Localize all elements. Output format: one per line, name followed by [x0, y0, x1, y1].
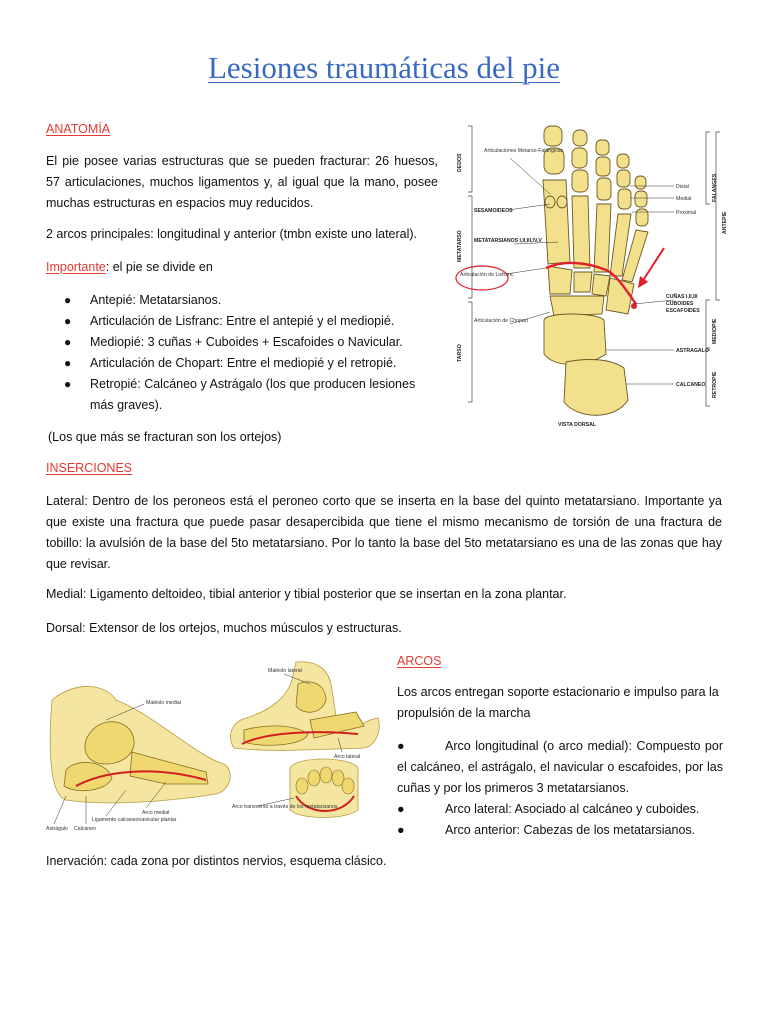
inserciones-lateral: Lateral: Dentro de los peroneos está el peroneo corto que se inserta en la base del quinto metatarsiano. Importante ya que existe una fractura que puede pasar desapercibida que tiene el mismo mecanismo de torsión de una fractura de tobillo: la avulsión de la base del 5to metatarsiano. Por lo tanto la base del 5to metatarsiano es una de las zonas que hay que revisar.	[46, 494, 722, 571]
arcos-intro: Los arcos entregan soporte estacionario e impulso para la propulsión de la marcha	[397, 685, 719, 720]
callout-escafoides: ESCAFOIDES	[666, 308, 700, 314]
callout-astragalo: ASTRAGALO	[676, 348, 709, 354]
bullet-icon: ●	[397, 739, 405, 753]
medial-foot	[50, 686, 230, 802]
label-arco-transverso: Arco transverso a través de los metatarsianos	[232, 804, 338, 810]
bullet-icon: ●	[397, 802, 405, 816]
label-mediopie: MEDIOPIE	[712, 318, 718, 344]
callout-proximal: Proximal	[676, 210, 697, 216]
list-item-text: Retropié: Calcáneo y Astrágalo (los que producen lesiones más graves).	[90, 377, 416, 412]
label-metatarso: METATARSO	[457, 230, 463, 262]
label-astragalo: Astrágalo	[46, 826, 68, 832]
lateral-foot	[230, 662, 379, 818]
list-item	[64, 353, 440, 374]
heading-anatomia: ANATOMÍA	[46, 122, 111, 136]
foot-bones	[543, 126, 648, 415]
list-item	[397, 799, 723, 820]
list-item	[64, 374, 440, 416]
anatomia-paragraph-1: El pie posee varias estructuras que se pueden fracturar: 26 huesos, 57 articulaciones, muchos ligamentos y, al igual que la mano, posee muchas estructuras en espacios muy reducidos.	[46, 154, 438, 210]
inserciones-medial: Medial: Ligamento deltoideo, tibial anterior y tibial posterior que se insertan en la zona plantar.	[46, 587, 567, 601]
label-maleolo-lateral: Maléolo lateral	[268, 668, 302, 674]
arcos-list	[397, 736, 723, 841]
bullet-icon: ●	[64, 377, 72, 391]
bullet-icon: ●	[64, 314, 72, 328]
callout-metatarsianos: METATARSIANOS I,II,III,IV,V	[474, 238, 542, 244]
anatomia-paragraph-2: 2 arcos principales: longitudinal y anterior (tmbn existe uno lateral).	[46, 227, 418, 241]
heading-inserciones: INSERCIONES	[46, 461, 133, 475]
callout-lisfranc: Articulación de Lisfranc	[460, 272, 514, 278]
list-item-text: Arco anterior: Cabezas de los metatarsianos.	[445, 823, 696, 837]
heading-arcos: ARCOS	[397, 654, 442, 668]
label-ligamento-plantar: Ligamento calcaneonavicular plantar	[92, 817, 177, 823]
anatomia-note: (Los que más se fracturan son los ortejos)	[48, 430, 282, 444]
inserciones-dorsal: Dorsal: Extensor de los ortejos, muchos músculos y estructuras.	[46, 621, 402, 635]
callout-sesamoideos: SESAMOIDEOS	[474, 208, 513, 214]
callout-cuboides: CUBOIDES	[666, 301, 694, 307]
foot-arches-figure	[46, 660, 386, 832]
figure-caption: VISTA DORSAL	[558, 422, 597, 428]
list-item-text: Articulación de Lisfranc: Entre el antepié y el mediopié.	[90, 314, 395, 328]
callout-medial: Medial	[676, 196, 692, 202]
bullet-icon: ●	[397, 823, 405, 837]
page-title: Lesiones traumáticas del pie	[207, 50, 561, 85]
list-item-text: Mediopié: 3 cuñas + Cuboides + Escafoides o Navicular.	[90, 335, 403, 349]
inervacion: Inervación: cada zona por distintos nervios, esquema clásico.	[46, 854, 387, 868]
list-item	[64, 311, 440, 332]
list-item	[397, 736, 723, 799]
important-rest: : el pie se divide en	[105, 260, 213, 274]
label-retropie: RETROPIE	[712, 371, 718, 398]
important-label: Importante	[46, 260, 106, 274]
callout-articulaciones-mtf: Articulaciones Metarso-Falángicas	[484, 148, 564, 154]
foot-dorsal-figure	[446, 122, 732, 430]
list-item-text: Articulación de Chopart: Entre el mediopié y el retropié.	[90, 356, 397, 370]
label-antepie: ANTEPIE	[722, 211, 728, 234]
bullet-icon: ●	[64, 335, 72, 349]
important-line	[46, 257, 438, 278]
list-item	[64, 332, 440, 353]
label-dedos: DEDOS	[457, 153, 463, 172]
callout-chopart: Articulación de Chopart	[474, 318, 528, 324]
list-item-text: Antepié: Metatarsianos.	[90, 293, 222, 307]
list-item	[397, 820, 723, 841]
list-item	[64, 290, 440, 311]
callout-cunas: CUÑAS I,II,III	[666, 294, 698, 300]
label-arco-medial: Arco medial	[142, 810, 170, 816]
label-maleolo-medial: Maléolo medial	[146, 700, 181, 706]
bullet-icon: ●	[64, 293, 72, 307]
foot-division-list	[64, 290, 440, 416]
callout-calcaneo: CALCANEO	[676, 382, 706, 388]
label-falanges: FALANGES	[712, 173, 718, 202]
callout-distal: Distal	[676, 184, 689, 190]
list-item-text: Arco longitudinal (o arco medial): Compuesto por el calcáneo, el astrágalo, el navicular o escafoides, por las cuñas y por los primeros 3 metatarsianos.	[397, 739, 723, 795]
list-item-text: Arco lateral: Asociado al calcáneo y cuboides.	[445, 802, 700, 816]
bullet-icon: ●	[64, 356, 72, 370]
label-calcaneo: Calcáneo	[74, 826, 96, 832]
label-tarso: TARSO	[457, 344, 463, 362]
label-arco-lateral: Arco lateral	[334, 754, 361, 760]
